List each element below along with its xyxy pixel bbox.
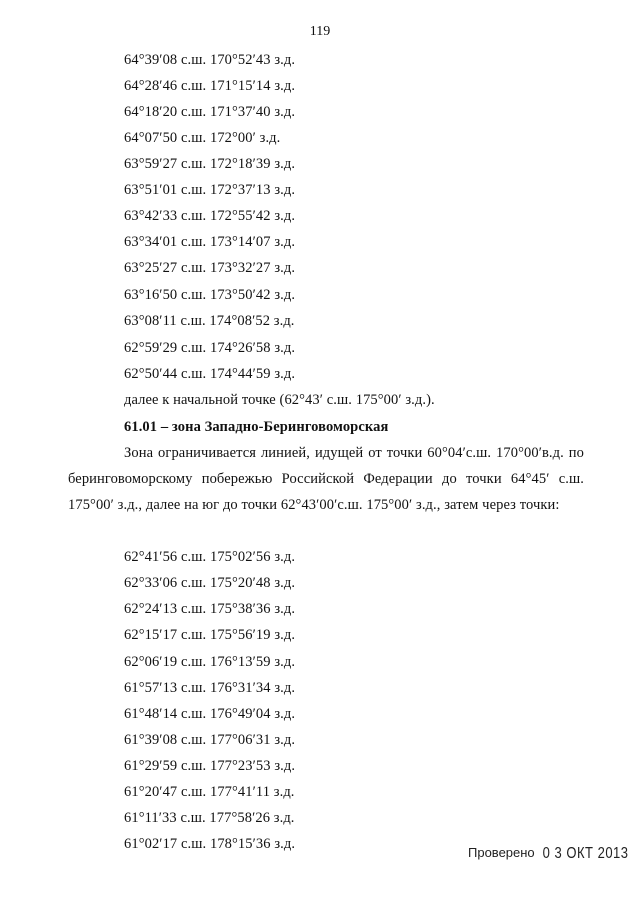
section-heading: 61.01 – зона Западно-Беринговоморская: [124, 419, 389, 435]
coordinate-line: 61°02′17 с.ш. 178°15′36 з.д.: [124, 836, 296, 852]
coordinate-line: 62°41′56 с.ш. 175°02′56 з.д.: [124, 549, 296, 565]
coordinate-line: 61°39′08 с.ш. 177°06′31 з.д.: [124, 732, 296, 748]
coordinate-line: 62°50′44 с.ш. 174°44′59 з.д.: [124, 366, 296, 382]
coordinate-line: 62°24′13 с.ш. 175°38′36 з.д.: [124, 601, 296, 617]
coordinate-line: 63°42′33 с.ш. 172°55′42 з.д.: [124, 208, 296, 224]
coordinate-line: 63°34′01 с.ш. 173°14′07 з.д.: [124, 234, 296, 250]
closing-line: далее к начальной точке (62°43′ с.ш. 175°00′ з.д.).: [124, 392, 435, 408]
coordinate-line: 63°08′11 с.ш. 174°08′52 з.д.: [124, 313, 295, 329]
stamp-date: 0 3 ОКТ 2013: [542, 843, 629, 862]
coordinate-line: 61°48′14 с.ш. 176°49′04 з.д.: [124, 706, 296, 722]
stamp-label: Проверено: [468, 845, 535, 860]
coordinate-line: 62°59′29 с.ш. 174°26′58 з.д.: [124, 340, 296, 356]
coordinate-line: 61°20′47 с.ш. 177°41′11 з.д.: [124, 784, 295, 800]
paragraph-line: Зона ограничивается линией, идущей от точки 60°04′с.ш. 170°00′в.д. по: [124, 445, 584, 461]
coordinate-line: 62°15′17 с.ш. 175°56′19 з.д.: [124, 627, 296, 643]
coordinate-line: 64°07′50 с.ш. 172°00′ з.д.: [124, 130, 281, 146]
coordinate-line: 61°29′59 с.ш. 177°23′53 з.д.: [124, 758, 296, 774]
coordinate-line: 63°51′01 с.ш. 172°37′13 з.д.: [124, 182, 296, 198]
coordinate-line: 61°11′33 с.ш. 177°58′26 з.д.: [124, 810, 295, 826]
coordinate-line: 64°39′08 с.ш. 170°52′43 з.д.: [124, 52, 296, 68]
paragraph-line: 175°00′ з.д., далее на юг до точки 62°43′00′с.ш. 175°00′ з.д., затем через точки:: [68, 497, 560, 513]
verification-stamp: [468, 845, 629, 860]
coordinate-line: 63°16′50 с.ш. 173°50′42 з.д.: [124, 287, 296, 303]
coordinate-line: 62°06′19 с.ш. 176°13′59 з.д.: [124, 654, 296, 670]
coordinate-line: 62°33′06 с.ш. 175°20′48 з.д.: [124, 575, 296, 591]
coordinate-line: 63°25′27 с.ш. 173°32′27 з.д.: [124, 260, 296, 276]
coordinate-line: 64°28′46 с.ш. 171°15′14 з.д.: [124, 78, 296, 94]
paragraph-line: беринговоморскому побережью Российской Федерации до точки 64°45′ с.ш.: [68, 471, 584, 487]
coordinate-line: 64°18′20 с.ш. 171°37′40 з.д.: [124, 104, 296, 120]
coordinate-line: 63°59′27 с.ш. 172°18′39 з.д.: [124, 156, 296, 172]
page-number: 119: [309, 24, 331, 39]
coordinate-line: 61°57′13 с.ш. 176°31′34 з.д.: [124, 680, 296, 696]
